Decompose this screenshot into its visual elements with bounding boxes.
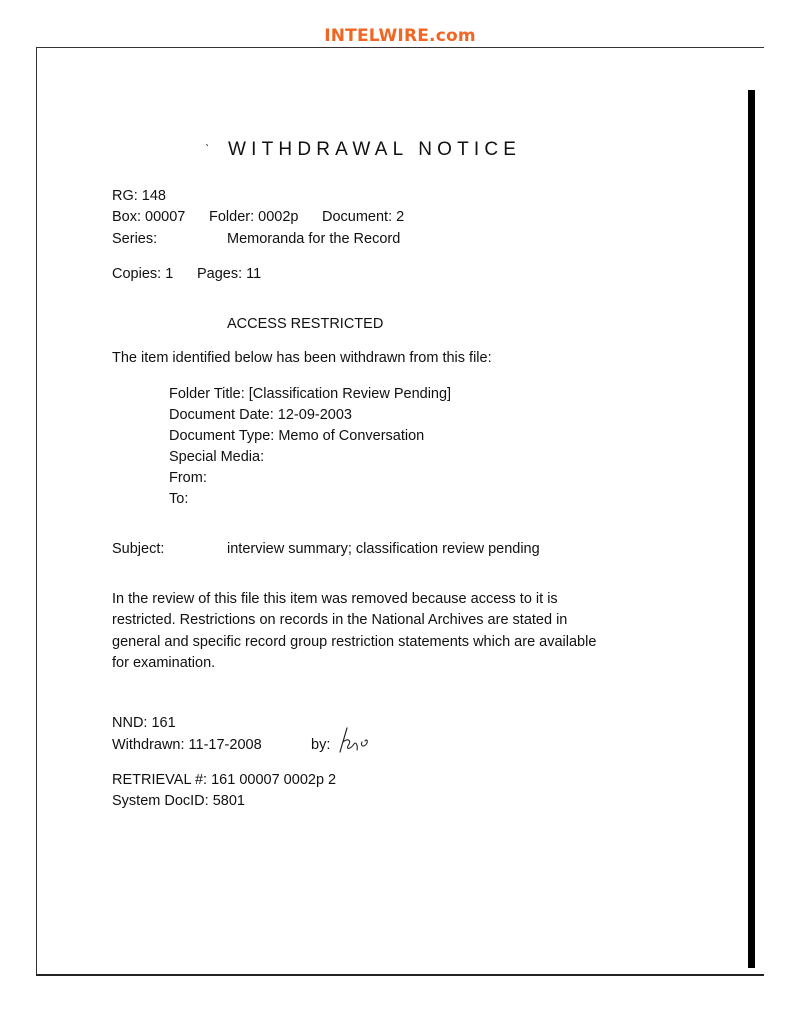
special-media: Special Media: bbox=[169, 449, 265, 465]
box-number: Box: 00007 bbox=[112, 209, 186, 225]
retrieval-number: RETRIEVAL #: 161 00007 0002p 2 bbox=[112, 772, 337, 788]
paragraph-line: restricted. Restrictions on records in the National Archives are stated in bbox=[112, 612, 568, 629]
scan-border-top bbox=[36, 47, 764, 48]
by-label: by: bbox=[311, 737, 331, 753]
document-date: Document Date: 12-09-2003 bbox=[169, 407, 352, 423]
series-label: Series: bbox=[112, 231, 158, 247]
copies-count: Copies: 1 bbox=[112, 266, 174, 282]
scan-edge-bar bbox=[748, 90, 755, 968]
pages-count: Pages: 11 bbox=[197, 266, 262, 282]
from-field: From: bbox=[169, 470, 207, 486]
intelwire-watermark: INTELWIRE.com bbox=[324, 26, 476, 46]
document-type: Document Type: Memo of Conversation bbox=[169, 428, 425, 444]
paragraph-line: In the review of this file this item was removed because access to it is bbox=[112, 591, 558, 607]
paragraph-line: for examination. bbox=[112, 654, 216, 671]
nnd-number: NND: 161 bbox=[112, 715, 176, 731]
folder-number: Folder: 0002p bbox=[209, 209, 299, 225]
series-value: Memoranda for the Record bbox=[227, 231, 401, 247]
page-title: WITHDRAWAL NOTICE bbox=[228, 139, 522, 160]
system-docid: System DocID: 5801 bbox=[112, 793, 245, 809]
withdrawn-date: Withdrawn: 11-17-2008 bbox=[112, 737, 262, 753]
subject-value: interview summary; classification review pending bbox=[227, 541, 540, 557]
to-field: To: bbox=[169, 491, 189, 507]
restriction-paragraph bbox=[112, 589, 632, 674]
scan-border-left bbox=[36, 47, 37, 975]
paragraph-line: general and specific record group restriction statements which are available bbox=[112, 633, 597, 650]
withdrawal-intro: The item identified below has been withdrawn from this file: bbox=[112, 350, 492, 366]
subject-label: Subject: bbox=[112, 541, 165, 557]
rg-number: RG: 148 bbox=[112, 188, 166, 204]
scan-border-bottom bbox=[36, 974, 764, 976]
folder-title: Folder Title: [Classification Review Pending] bbox=[169, 386, 452, 402]
handwritten-initials-signature bbox=[336, 724, 376, 756]
document-number: Document: 2 bbox=[322, 209, 405, 225]
access-restricted-heading: ACCESS RESTRICTED bbox=[227, 316, 384, 332]
